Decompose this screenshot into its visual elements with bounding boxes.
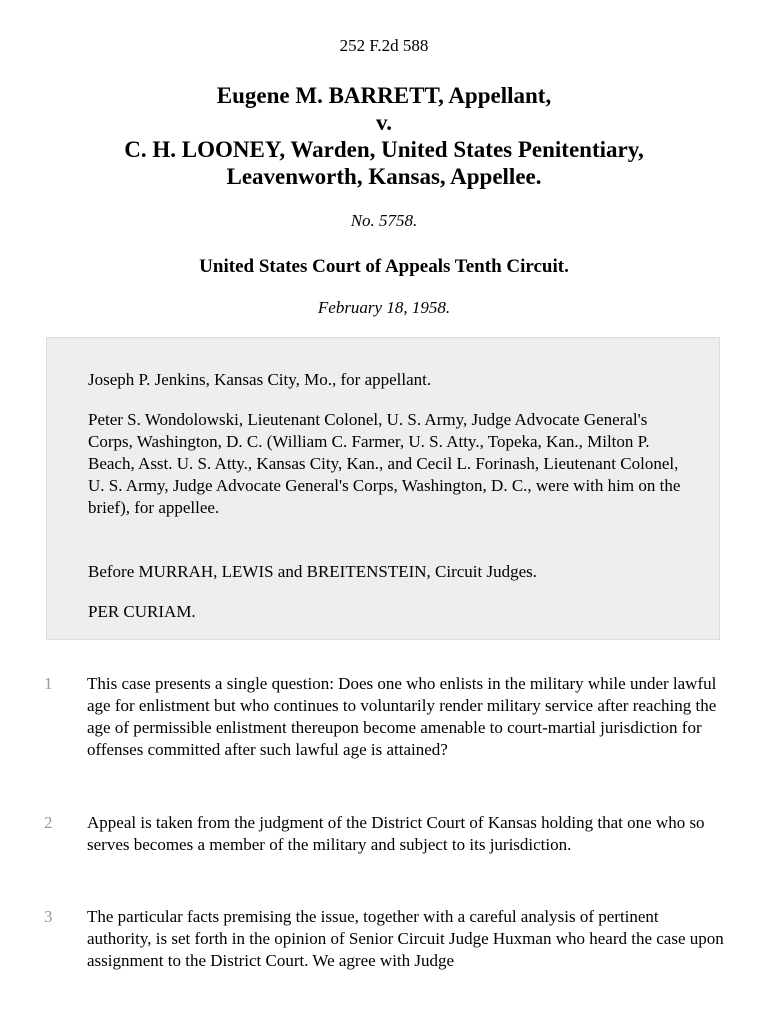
paragraph-number: 1 bbox=[44, 674, 53, 693]
paragraph-number: 2 bbox=[44, 813, 53, 832]
appellee-counsel: Peter S. Wondolowski, Lieutenant Colonel, U. S. Army, Judge Advocate General's Corps, Washington, D. C. (William C. Farmer, U. S. Atty., Topeka, Kan., Milton P. Beach, Asst. U. S. Atty., Kansas City, Kan., and Cecil L. Forinash, Lieutenant Colonel, U. S. Army, Judge Advocate General's Corps, Washington, D. C., were with him on the brief), for appellee. bbox=[88, 410, 681, 517]
case-citation: 252 F.2d 588 bbox=[339, 36, 429, 55]
panel-judges: Before MURRAH, LEWIS and BREITENSTEIN, Circuit Judges. bbox=[88, 562, 538, 581]
paragraph-text: Appeal is taken from the judgment of the District Court of Kansas holding that one who so serves becomes a member of the military and subject to its jurisdiction. bbox=[87, 813, 705, 854]
appellant-counsel: Joseph P. Jenkins, Kansas City, Mo., for appellant. bbox=[88, 370, 432, 389]
paragraph-text: This case presents a single question: Does one who enlists in the military while under lawful age for enlistment but who continues to voluntarily render military service after reaching the age of permissible enlistment thereupon become amenable to court-martial jurisdiction for offenses committed after such lawful age is attained? bbox=[87, 674, 717, 759]
caption-appellant: Eugene M. BARRETT, Appellant, bbox=[216, 83, 552, 108]
caption-appellee-line1: C. H. LOONEY, Warden, United States Penitentiary, bbox=[124, 137, 644, 162]
court-name: United States Court of Appeals Tenth Circuit. bbox=[199, 256, 569, 277]
docket-number: No. 5758. bbox=[350, 211, 418, 230]
counsel-header-box bbox=[46, 337, 720, 640]
paragraph-text: The particular facts premising the issue, together with a careful analysis of pertinent authority, is set forth in the opinion of Senior Circuit Judge Huxman who heard the case upon assignment to the District Court. We agree with Judge bbox=[87, 907, 724, 970]
decision-date: February 18, 1958. bbox=[317, 298, 451, 317]
caption-versus: v. bbox=[376, 110, 392, 135]
per-curiam: PER CURIAM. bbox=[88, 602, 196, 621]
caption-appellee-line2: Leavenworth, Kansas, Appellee. bbox=[226, 164, 542, 189]
case-caption bbox=[0, 82, 768, 190]
paragraph-number: 3 bbox=[44, 907, 53, 926]
